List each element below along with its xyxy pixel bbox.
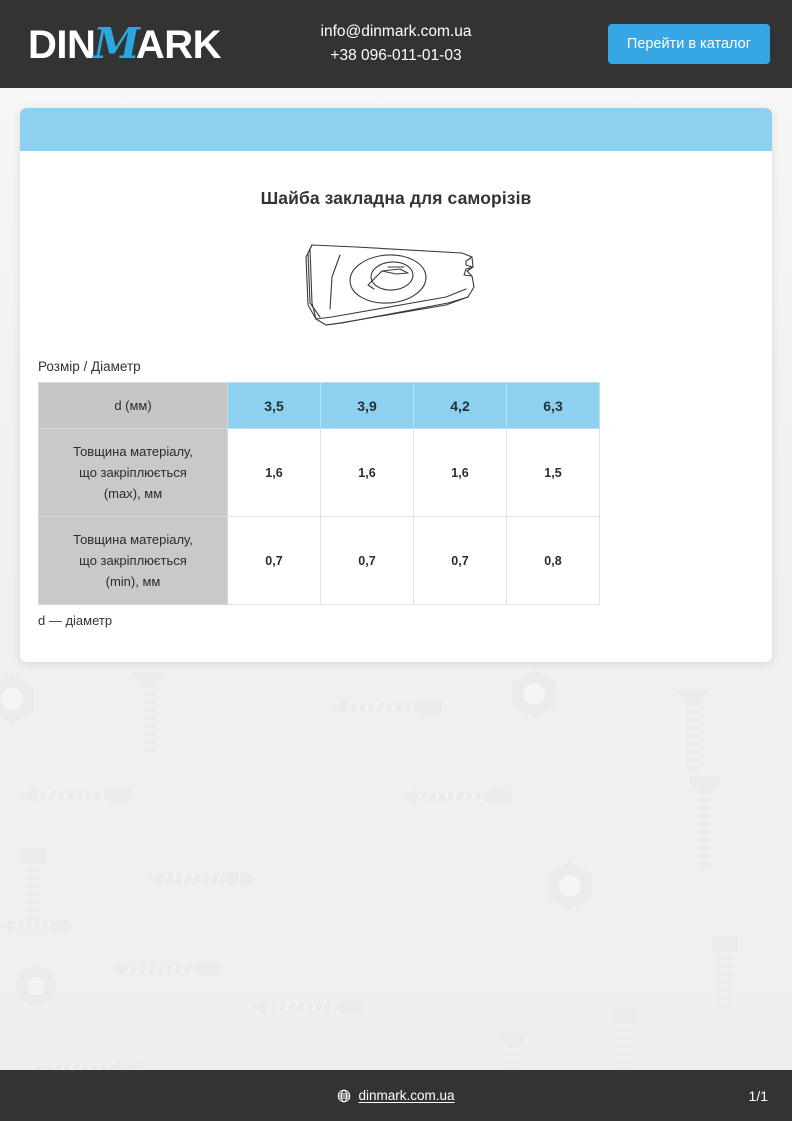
logo-text-part1: DIN: [28, 23, 96, 67]
logo-accent-m: M: [93, 19, 138, 68]
header-cell-d: d (мм): [39, 383, 228, 429]
globe-icon: [337, 1089, 351, 1103]
speed-nut-drawing-icon: [296, 231, 496, 341]
header-cell-dim-3: 6,3: [507, 383, 600, 429]
table-row: [39, 517, 600, 605]
product-card: [20, 108, 772, 662]
card-top-banner: [20, 108, 772, 151]
dinmark-logo[interactable]: [28, 19, 222, 68]
table-header-row: [39, 383, 600, 429]
cell-min-1: 0,7: [321, 517, 414, 605]
cell-min-0: 0,7: [228, 517, 321, 605]
row-label-min: [39, 517, 228, 605]
row-label-line: Товщина матеріалу,: [73, 532, 193, 548]
row-label-line: Товщина матеріалу,: [73, 444, 193, 460]
table-body: [39, 429, 600, 605]
logo-text-part2: ARK: [135, 23, 222, 67]
table-note: d — діаметр: [38, 613, 113, 629]
specification-section: [20, 359, 772, 628]
footer-site-label: dinmark.com.ua: [358, 1088, 455, 1103]
contact-email[interactable]: info@dinmark.com.ua: [320, 22, 472, 40]
table-row: [39, 429, 600, 517]
cell-max-1: 1,6: [321, 429, 414, 517]
go-to-catalog-button[interactable]: Перейти в каталог: [608, 24, 770, 64]
header-cell-dim-2: 4,2: [414, 383, 507, 429]
table-caption: Розмір / Діаметр: [38, 359, 141, 374]
footer-site-link[interactable]: [337, 1088, 454, 1103]
cell-max-0: 1,6: [228, 429, 321, 517]
site-header: [0, 0, 792, 88]
cell-max-2: 1,6: [414, 429, 507, 517]
header-cell-dim-0: 3,5: [228, 383, 321, 429]
product-image: [20, 209, 772, 359]
header-cell-dim-1: 3,9: [321, 383, 414, 429]
row-label-line: що закріплюється: [79, 553, 187, 569]
contact-phone[interactable]: +38 096-011-01-03: [330, 47, 462, 64]
cell-min-3: 0,8: [507, 517, 600, 605]
row-label-line: (min), мм: [105, 574, 161, 590]
row-label-max: [39, 429, 228, 517]
table-head: [39, 383, 600, 429]
cell-max-3: 1,5: [507, 429, 600, 517]
cell-min-2: 0,7: [414, 517, 507, 605]
specification-table: [38, 382, 600, 605]
site-footer: [0, 1070, 792, 1121]
page-number: 1/1: [748, 1087, 768, 1104]
page-title: Шайба закладна для саморізів: [260, 188, 532, 208]
row-label-line: що закріплюється: [79, 465, 187, 481]
row-label-line: (max), мм: [103, 486, 163, 502]
